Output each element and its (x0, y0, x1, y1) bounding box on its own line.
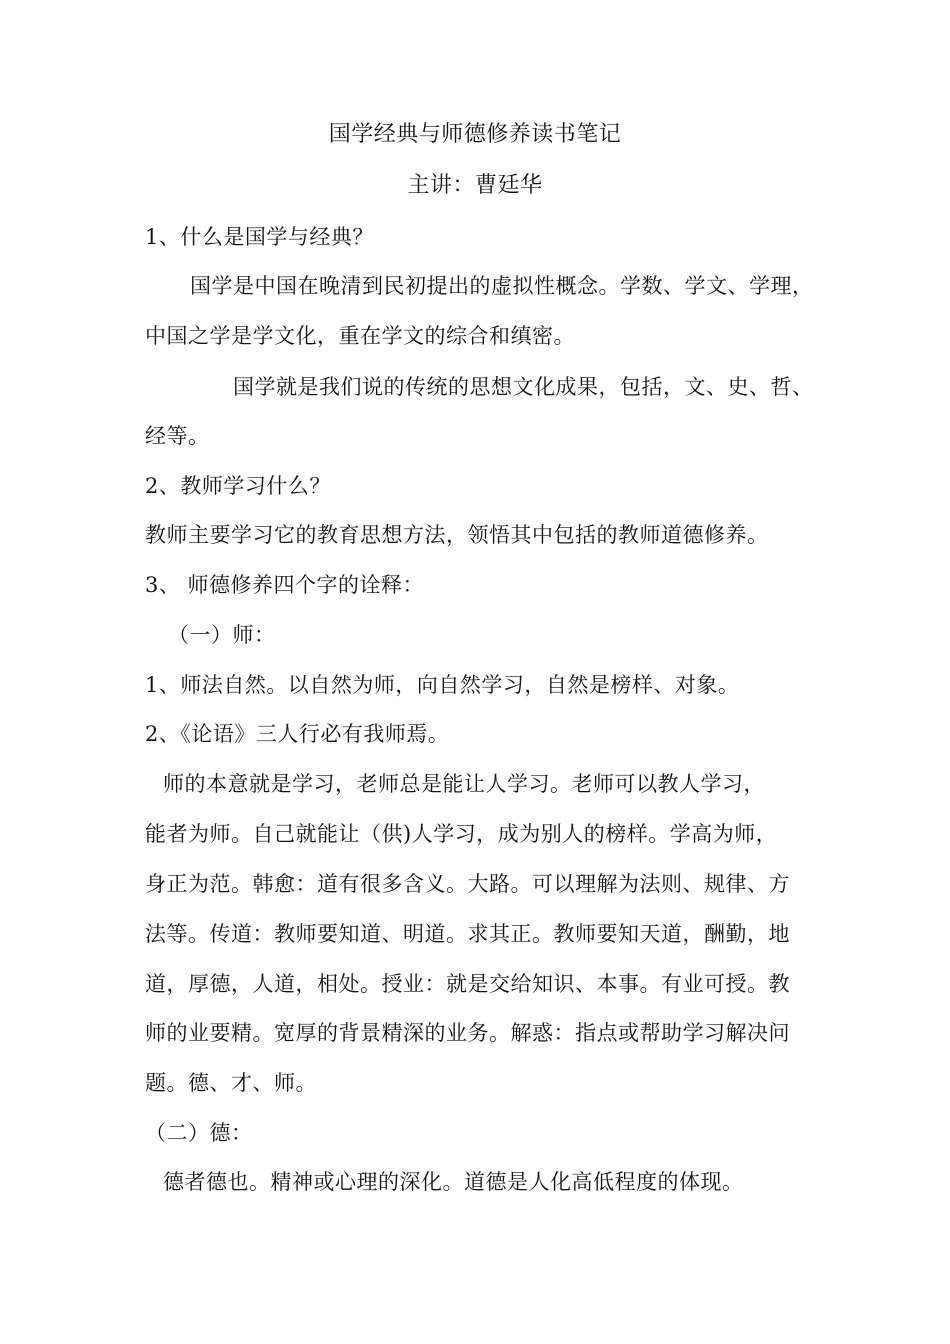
paragraph-line: 国学是中国在晚清到民初提出的虚拟性概念。学数、学文、学理， (190, 274, 814, 298)
paragraph-line: 师的业要精。宽厚的背景精深的业务。解惑：指点或帮助学习解决问 (145, 1021, 790, 1045)
list-item: 1、师法自然。以自然为师，向自然学习，自然是榜样、对象。 (145, 673, 740, 697)
paragraph-line: 身正为范。韩愈：道有很多含义。大路。可以理解为法则、规律、方 (145, 872, 790, 896)
paragraph-line: 能者为师。自己就能让（供)人学习，成为别人的榜样。学高为师， (145, 822, 778, 846)
paragraph-line: 道，厚德，人道，相处。授业：就是交给知识、本事。有业可授。教 (145, 972, 790, 996)
document-title: 国学经典与师德修养读书笔记 (328, 122, 622, 147)
paragraph-line: 教师主要学习它的教育思想方法，领悟其中包括的教师道德修养。 (145, 523, 769, 547)
paragraph-line: 中国之学是学文化，重在学文的综合和缜密。 (145, 324, 575, 348)
paragraph-line: 经等。 (145, 424, 210, 448)
list-item: 2、《论语》三人行必有我师焉。 (145, 722, 450, 746)
paragraph-line: 题。德、才、师。 (145, 1071, 317, 1095)
paragraph-line: 师的本意就是学习，老师总是能让人学习。老师可以教人学习， (163, 772, 765, 796)
paragraph-line: 国学就是我们说的传统的思想文化成果，包括，文、史、哲、 (233, 375, 814, 399)
paragraph-line: 德者德也。精神或心理的深化。道德是人化高低程度的体现。 (163, 1170, 744, 1194)
paragraph-line: 法等。传道：教师要知道、明道。求其正。教师要知天道，酬勤，地 (145, 922, 790, 946)
question-heading-2: 2、教师学习什么？ (145, 474, 331, 498)
section-heading-de: （二）德： (145, 1121, 253, 1145)
document-subtitle: 主讲：曹廷华 (407, 173, 543, 198)
section-heading-shi: （一）师： (168, 623, 276, 647)
question-heading-1: 1、什么是国学与经典？ (145, 225, 374, 249)
question-heading-3: 3、 师德修养四个字的诠释： (145, 573, 425, 597)
